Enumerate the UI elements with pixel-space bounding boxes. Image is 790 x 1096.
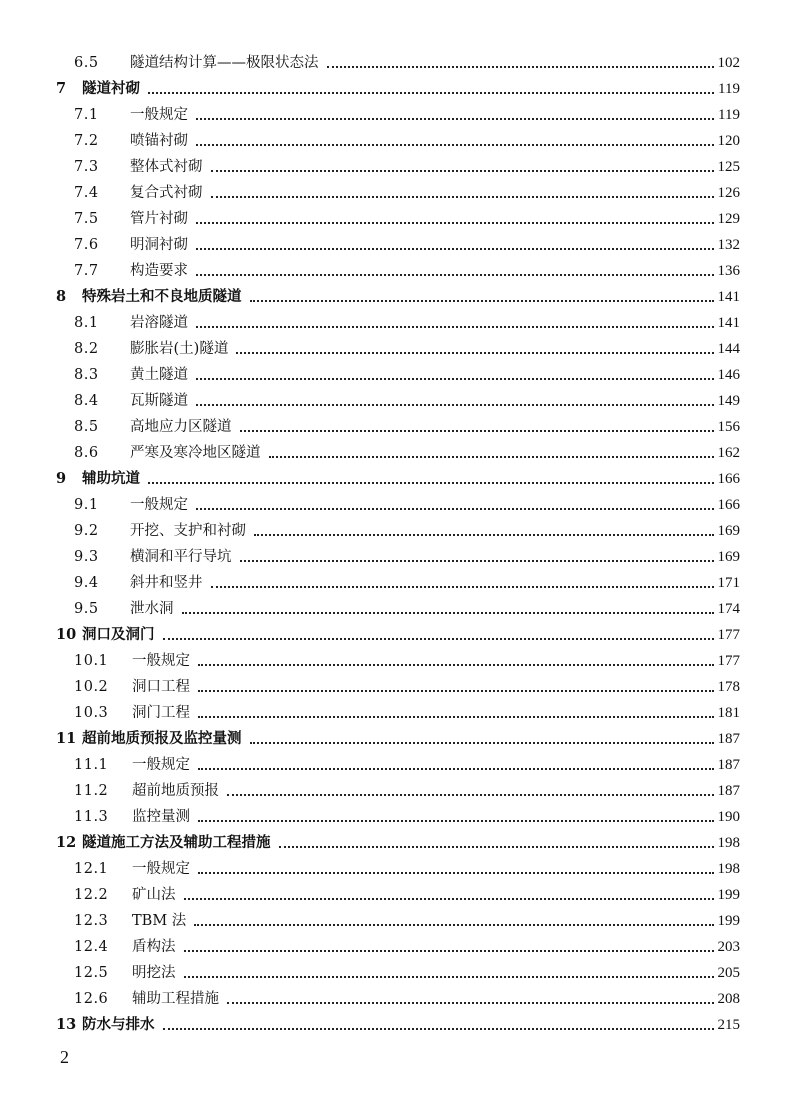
entry-number: 7.4 — [74, 184, 99, 201]
dot-leader — [198, 871, 714, 874]
dot-leader — [196, 325, 714, 328]
entry-title: 复合式衬砌 — [130, 184, 203, 201]
dot-leader — [196, 221, 714, 224]
entry-number: 8.4 — [74, 392, 99, 409]
entry-number: 10 — [56, 625, 77, 643]
entry-page-number: 187 — [717, 730, 740, 747]
dot-leader — [198, 689, 714, 692]
entry-number: 7.5 — [74, 210, 99, 227]
toc-section-entry[interactable] — [56, 206, 740, 232]
entry-title: 一般规定 — [132, 860, 190, 877]
entry-title: 整体式衬砌 — [130, 158, 203, 175]
entry-title: 泄水洞 — [130, 600, 174, 617]
entry-title: 防水与排水 — [82, 1015, 155, 1033]
toc-section-entry[interactable] — [56, 414, 740, 440]
dot-leader — [327, 65, 714, 68]
dot-leader — [269, 455, 714, 458]
entry-number: 7.3 — [74, 158, 99, 175]
dot-leader — [148, 481, 714, 484]
entry-number: 6.5 — [74, 54, 99, 71]
toc-section-entry[interactable] — [56, 388, 740, 414]
entry-page-number: 199 — [717, 912, 740, 929]
toc-section-entry[interactable] — [56, 596, 740, 622]
entry-title: 瓦斯隧道 — [130, 392, 188, 409]
entry-page-number: 174 — [717, 600, 740, 617]
entry-number: 7.2 — [74, 132, 99, 149]
entry-title: TBM 法 — [132, 912, 187, 929]
entry-number: 8.2 — [74, 340, 99, 357]
entry-number: 12.3 — [74, 912, 109, 929]
entry-number: 8 — [56, 287, 67, 305]
toc-chapter-entry[interactable] — [56, 1012, 740, 1038]
entry-number: 12 — [56, 833, 77, 851]
entry-page-number: 141 — [717, 288, 740, 305]
entry-title: 隧道结构计算——极限状态法 — [130, 54, 319, 71]
entry-page-number: 215 — [717, 1016, 740, 1033]
entry-page-number: 203 — [717, 938, 740, 955]
entry-title: 开挖、支护和衬砌 — [130, 522, 246, 539]
entry-title: 明挖法 — [132, 964, 176, 981]
dot-leader — [198, 663, 714, 666]
entry-page-number: 156 — [717, 418, 740, 435]
entry-page-number: 129 — [717, 210, 740, 227]
entry-title: 高地应力区隧道 — [130, 418, 232, 435]
entry-page-number: 205 — [717, 964, 740, 981]
entry-page-number: 199 — [717, 886, 740, 903]
entry-number: 8.6 — [74, 444, 99, 461]
entry-number: 10.1 — [74, 652, 109, 669]
toc-section-entry[interactable] — [56, 154, 740, 180]
entry-title: 超前地质预报及监控量测 — [82, 729, 242, 747]
entry-number: 10.2 — [74, 678, 109, 695]
entry-number: 9 — [56, 469, 67, 487]
entry-number: 9.3 — [74, 548, 99, 565]
entry-title: 严寒及寒冷地区隧道 — [130, 444, 261, 461]
toc-chapter-entry[interactable] — [56, 830, 740, 856]
dot-leader — [211, 195, 714, 198]
toc-section-entry[interactable] — [56, 908, 740, 934]
entry-number: 13 — [56, 1015, 77, 1033]
entry-number: 11.3 — [74, 808, 109, 825]
entry-page-number: 190 — [717, 808, 740, 825]
toc-section-entry[interactable] — [56, 440, 740, 466]
entry-title: 隧道施工方法及辅助工程措施 — [82, 833, 271, 851]
entry-title: 一般规定 — [130, 496, 188, 513]
entry-page-number: 178 — [717, 678, 740, 695]
entry-number: 9.5 — [74, 600, 99, 617]
entry-page-number: 144 — [717, 340, 740, 357]
entry-title: 监控量测 — [132, 808, 190, 825]
entry-title: 洞门工程 — [132, 704, 190, 721]
dot-leader — [184, 975, 714, 978]
entry-number: 12.6 — [74, 990, 109, 1007]
dot-leader — [194, 923, 713, 926]
entry-number: 12.4 — [74, 938, 109, 955]
toc-section-entry[interactable] — [56, 856, 740, 882]
toc-section-entry[interactable] — [56, 570, 740, 596]
toc-section-entry[interactable] — [56, 804, 740, 830]
dot-leader — [227, 793, 714, 796]
entry-title: 洞口及洞门 — [82, 625, 155, 643]
entry-page-number: 162 — [717, 444, 740, 461]
entry-title: 辅助工程措施 — [132, 990, 219, 1007]
dot-leader — [240, 429, 714, 432]
toc-chapter-entry[interactable] — [56, 622, 740, 648]
entry-page-number: 125 — [717, 158, 740, 175]
dot-leader — [279, 845, 714, 848]
entry-title: 一般规定 — [132, 652, 190, 669]
toc-section-entry[interactable] — [56, 258, 740, 284]
entry-page-number: 119 — [718, 80, 740, 97]
entry-title: 岩溶隧道 — [130, 314, 188, 331]
toc-chapter-entry[interactable] — [56, 284, 740, 310]
entry-title: 斜井和竖井 — [130, 574, 203, 591]
entry-page-number: 126 — [717, 184, 740, 201]
entry-number: 8.1 — [74, 314, 99, 331]
toc-section-entry[interactable] — [56, 544, 740, 570]
entry-page-number: 187 — [717, 756, 740, 773]
entry-page-number: 119 — [718, 106, 740, 123]
entry-number: 12.2 — [74, 886, 109, 903]
entry-page-number: 166 — [717, 470, 740, 487]
toc-section-entry[interactable] — [56, 180, 740, 206]
entry-page-number: 166 — [717, 496, 740, 513]
entry-title: 一般规定 — [130, 106, 188, 123]
entry-title: 盾构法 — [132, 938, 176, 955]
toc-chapter-entry[interactable] — [56, 76, 740, 102]
toc-section-entry[interactable] — [56, 934, 740, 960]
toc-section-entry[interactable] — [56, 648, 740, 674]
entry-number: 9.1 — [74, 496, 99, 513]
entry-page-number: 102 — [717, 54, 740, 71]
entry-title: 超前地质预报 — [132, 782, 219, 799]
toc-section-entry[interactable] — [56, 986, 740, 1012]
dot-leader — [196, 403, 714, 406]
dot-leader — [148, 91, 714, 94]
entry-page-number: 177 — [717, 652, 740, 669]
toc-section-entry[interactable] — [56, 362, 740, 388]
dot-leader — [254, 533, 714, 536]
entry-page-number: 169 — [717, 548, 740, 565]
entry-page-number: 141 — [717, 314, 740, 331]
dot-leader — [196, 247, 714, 250]
toc-section-entry[interactable] — [56, 752, 740, 778]
dot-leader — [184, 897, 714, 900]
entry-page-number: 181 — [717, 704, 740, 721]
entry-title: 管片衬砌 — [130, 210, 188, 227]
toc-section-entry[interactable] — [56, 128, 740, 154]
toc-section-entry[interactable] — [56, 232, 740, 258]
dot-leader — [196, 117, 714, 120]
entry-title: 隧道衬砌 — [82, 79, 140, 97]
entry-title: 喷锚衬砌 — [130, 132, 188, 149]
dot-leader — [250, 741, 714, 744]
toc-section-entry[interactable] — [56, 518, 740, 544]
entry-title: 特殊岩土和不良地质隧道 — [82, 287, 242, 305]
toc-section-entry[interactable] — [56, 674, 740, 700]
entry-page-number: 208 — [717, 990, 740, 1007]
dot-leader — [163, 637, 714, 640]
toc-section-entry[interactable] — [56, 492, 740, 518]
table-of-contents — [56, 50, 740, 1038]
entry-number: 8.3 — [74, 366, 99, 383]
entry-number: 9.4 — [74, 574, 99, 591]
dot-leader — [250, 299, 714, 302]
toc-section-entry[interactable] — [56, 310, 740, 336]
entry-title: 一般规定 — [132, 756, 190, 773]
entry-number: 11.2 — [74, 782, 109, 799]
entry-number: 7 — [56, 79, 67, 97]
entry-title: 辅助坑道 — [82, 469, 140, 487]
toc-section-entry[interactable] — [56, 336, 740, 362]
toc-section-entry[interactable] — [56, 882, 740, 908]
dot-leader — [198, 715, 714, 718]
entry-number: 9.2 — [74, 522, 99, 539]
entry-page-number: 149 — [717, 392, 740, 409]
entry-page-number: 146 — [717, 366, 740, 383]
toc-chapter-entry[interactable] — [56, 466, 740, 492]
entry-number: 12.5 — [74, 964, 109, 981]
toc-chapter-entry[interactable] — [56, 726, 740, 752]
entry-page-number: 136 — [717, 262, 740, 279]
dot-leader — [196, 507, 714, 510]
toc-section-entry[interactable] — [56, 700, 740, 726]
dot-leader — [196, 377, 714, 380]
entry-page-number: 198 — [717, 834, 740, 851]
entry-title: 膨胀岩(土)隧道 — [130, 340, 229, 357]
dot-leader — [198, 767, 714, 770]
dot-leader — [184, 949, 714, 952]
entry-title: 洞口工程 — [132, 678, 190, 695]
entry-number: 11 — [56, 729, 77, 747]
entry-page-number: 120 — [717, 132, 740, 149]
dot-leader — [211, 169, 714, 172]
dot-leader — [163, 1027, 714, 1030]
entry-title: 构造要求 — [130, 262, 188, 279]
toc-section-entry[interactable] — [56, 960, 740, 986]
page-number: 2 — [60, 1047, 69, 1067]
entry-number: 7.6 — [74, 236, 99, 253]
entry-number: 12.1 — [74, 860, 109, 877]
entry-page-number: 171 — [717, 574, 740, 591]
entry-page-number: 169 — [717, 522, 740, 539]
dot-leader — [182, 611, 714, 614]
dot-leader — [196, 273, 714, 276]
entry-title: 明洞衬砌 — [130, 236, 188, 253]
entry-page-number: 177 — [717, 626, 740, 643]
entry-number: 7.7 — [74, 262, 99, 279]
dot-leader — [236, 351, 713, 354]
toc-section-entry[interactable] — [56, 778, 740, 804]
toc-section-entry[interactable] — [56, 50, 740, 76]
entry-number: 11.1 — [74, 756, 109, 773]
entry-page-number: 187 — [717, 782, 740, 799]
entry-number: 10.3 — [74, 704, 109, 721]
entry-title: 横洞和平行导坑 — [130, 548, 232, 565]
entry-number: 7.1 — [74, 106, 99, 123]
entry-page-number: 132 — [717, 236, 740, 253]
dot-leader — [240, 559, 714, 562]
dot-leader — [196, 143, 714, 146]
entry-title: 黄土隧道 — [130, 366, 188, 383]
entry-page-number: 198 — [717, 860, 740, 877]
toc-section-entry[interactable] — [56, 102, 740, 128]
dot-leader — [211, 585, 714, 588]
entry-number: 8.5 — [74, 418, 99, 435]
dot-leader — [198, 819, 714, 822]
dot-leader — [227, 1001, 714, 1004]
entry-title: 矿山法 — [132, 886, 176, 903]
